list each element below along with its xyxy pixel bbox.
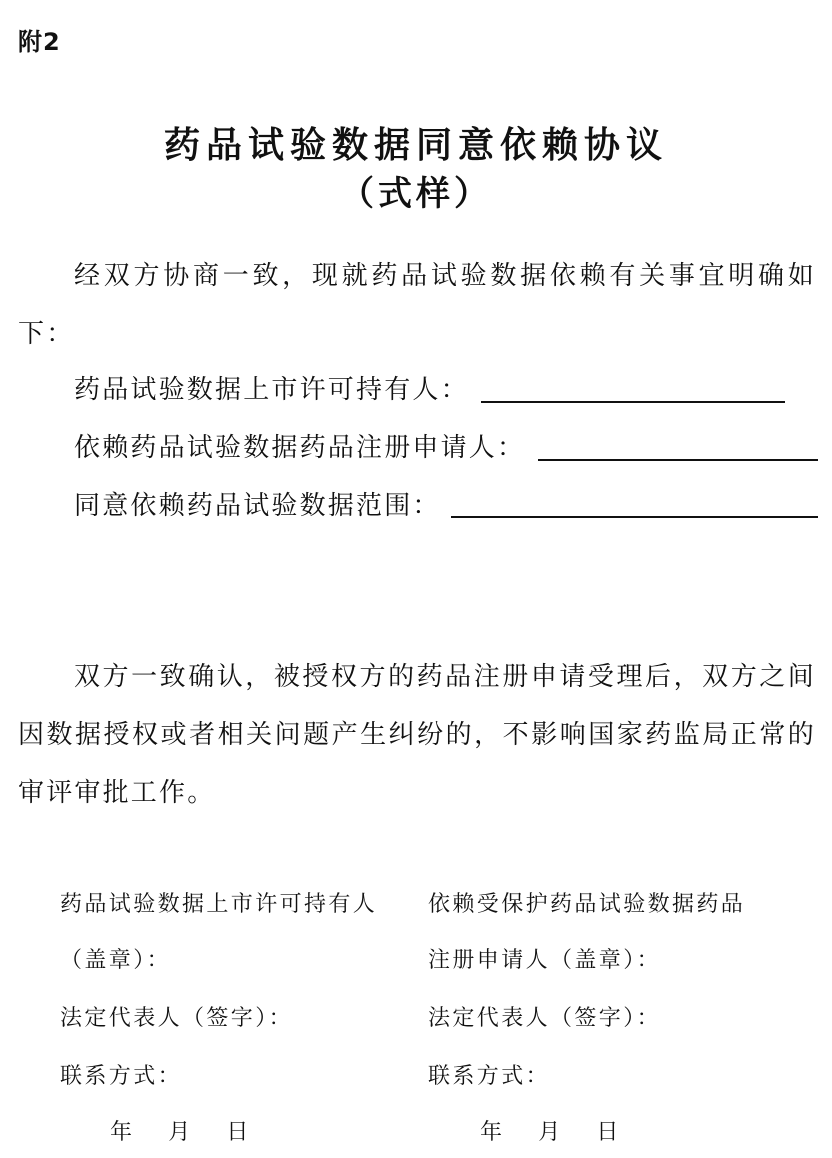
holder-field-line[interactable] <box>481 401 785 403</box>
intro-paragraph: 经双方协商一致，现就药品试验数据依赖有关事宜明确如下： <box>18 261 816 349</box>
confirmation-paragraph: 双方一致确认，被授权方的药品注册申请受理后，双方之间因数据授权或者相关问题产生纠纷的，不影响国家药监局正常的审评审批工作。 <box>18 662 816 808</box>
left-party-date: 年 月 日 <box>110 1120 251 1145</box>
left-party-title: 药品试验数据上市许可持有人 <box>60 892 378 917</box>
left-party-representative: 法定代表人（签字）： <box>60 1006 294 1031</box>
document-title: 药品试验数据同意依赖协议 <box>163 124 668 166</box>
right-party-title: 依赖受保护药品试验数据药品 <box>428 892 746 917</box>
left-party-contact: 联系方式： <box>60 1064 183 1089</box>
holder-field-label: 药品试验数据上市许可持有人： <box>74 375 469 405</box>
right-party-date: 年 月 日 <box>480 1120 621 1145</box>
scope-field-line[interactable] <box>451 516 818 518</box>
right-party-seal: 注册申请人（盖章）： <box>428 948 662 973</box>
right-party-representative: 法定代表人（签字）： <box>428 1006 662 1031</box>
applicant-field-label: 依赖药品试验数据药品注册申请人： <box>74 433 526 463</box>
attachment-label: 附2 <box>18 28 61 56</box>
right-party-contact: 联系方式： <box>428 1064 551 1089</box>
applicant-field-line[interactable] <box>538 459 818 461</box>
left-party-seal: （盖章）： <box>60 948 172 973</box>
scope-field-label: 同意依赖药品试验数据范围： <box>74 491 441 521</box>
document-subtitle: （式样） <box>340 174 492 214</box>
